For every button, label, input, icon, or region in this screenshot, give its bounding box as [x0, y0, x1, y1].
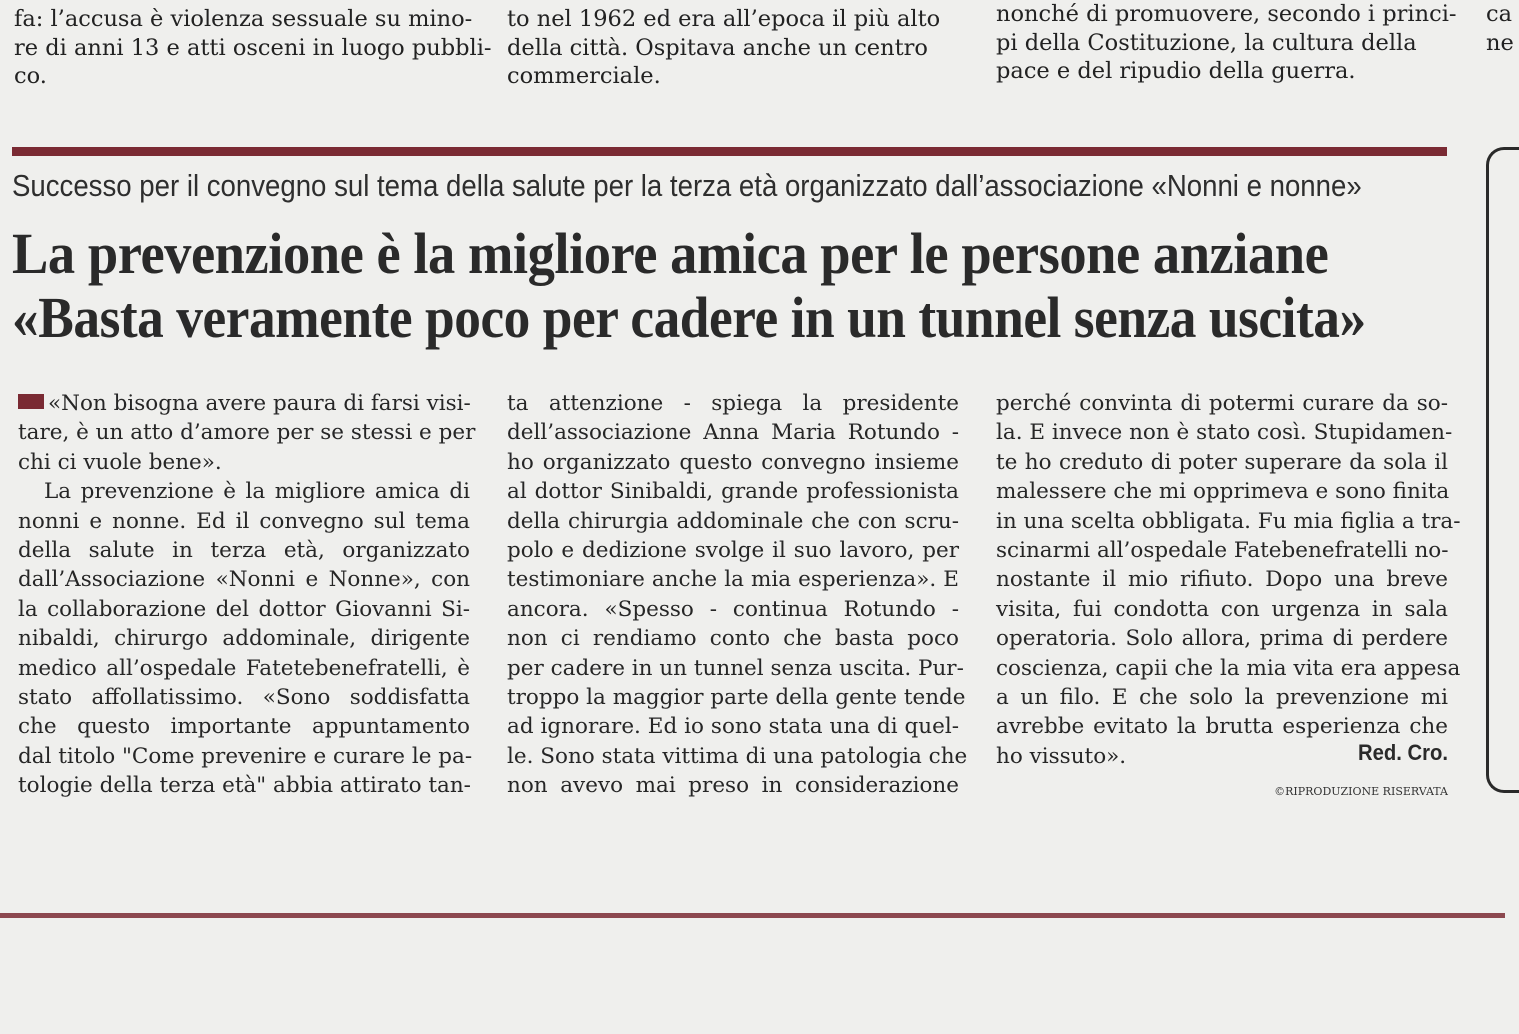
fragment-line: fa: l’accusa è violenza sessuale su mino- [14, 6, 473, 32]
body-line: chi ci vuole bene». [18, 449, 222, 475]
body-line: ho organizzato questo convegno insieme [507, 449, 959, 475]
article-headline-line-1: La prevenzione è la migliore amica per le persone anziane [12, 221, 1329, 286]
copyright-notice: ©RIPRODUZIONE RISERVATA [1274, 785, 1448, 798]
body-line: al dottor Sinibaldi, grande professionista [507, 479, 959, 505]
body-line: operatoria. Solo allora, prima di perdere [996, 626, 1448, 652]
body-line-text: «Non bisogna avere paura di farsi visi- [48, 391, 471, 416]
article-column-1 [18, 389, 476, 801]
body-line: ta attenzione - spiega la presidente [507, 391, 959, 416]
fragment-line: ne [1486, 29, 1514, 56]
previous-article-fragment-4 [1486, 0, 1514, 57]
body-line: stato affollatissimo. «Sono soddisfatta [18, 685, 470, 711]
author-signature: Red. Cro. [1358, 740, 1448, 765]
fragment-line: co. [14, 63, 47, 89]
body-line: nonni e nonne. Ed il convegno sul tema [18, 508, 470, 534]
article-column-3 [996, 389, 1461, 771]
body-line: avrebbe evitato la brutta esperienza che [996, 714, 1448, 740]
fragment-line: commerciale. [507, 63, 661, 89]
body-line: nibaldi, chirurgo addominale, dirigente [18, 626, 470, 652]
body-line: troppo la maggior parte della gente tende [507, 685, 966, 711]
body-line: perché convinta di potermi curare da so- [996, 391, 1448, 416]
body-line: scinarmi all’ospedale Fatebenefratelli no- [996, 538, 1449, 564]
body-line: te ho creduto di poter superare da sola il [996, 449, 1448, 475]
section-marker-icon [18, 394, 44, 409]
body-line: non avevo mai preso in considerazione [507, 773, 959, 799]
article-column-2 [507, 389, 968, 801]
body-line: coscienza, capii che la mia vita era appesa [996, 655, 1461, 681]
body-line: della chirurgia addominale che con scru- [507, 508, 959, 534]
fragment-line: nonché di promuovere, secondo i princi- [996, 1, 1457, 27]
body-line: La prevenzione è la migliore amica di [44, 479, 470, 505]
body-line: medico all’ospedale Fatetebenefratelli, è [18, 655, 470, 681]
section-rule-bottom [0, 913, 1505, 918]
body-line: nostante il mio rifiuto. Dopo una breve [996, 567, 1448, 593]
body-line: dall’Associazione «Nonni e Nonne», con [18, 567, 470, 593]
fragment-line: pace e del ripudio della guerra. [996, 58, 1356, 84]
fragment-line: to nel 1962 ed era all’epoca il più alto [507, 6, 941, 32]
fragment-line: ca [1486, 1, 1513, 27]
article-headline-line-2: «Basta veramente poco per cadere in un tunnel senza uscita» [12, 285, 1366, 350]
body-line: polo e dedizione svolge il suo lavoro, per [507, 538, 959, 564]
previous-article-fragment-3 [996, 0, 1457, 86]
body-line: visita, fui condotta con urgenza in sala [996, 596, 1448, 622]
body-line: della salute in terza età, organizzato [18, 538, 470, 564]
body-line: non ci rendiamo conto che basta poco [507, 626, 959, 652]
fragment-line: della città. Ospitava anche un centro [507, 34, 928, 61]
body-line: la collaborazione del dottor Giovanni Si- [18, 596, 470, 622]
body-line: ad ignorare. Ed io sono stata una di quel- [507, 714, 959, 740]
body-line: le. Sono stata vittima di una patologia che [507, 743, 968, 769]
body-line: che questo importante appuntamento [18, 714, 470, 740]
body-line: per cadere in un tunnel senza uscita. Pur- [507, 655, 964, 681]
body-line: tologie della terza età" abbia attirato tan- [18, 773, 471, 799]
adjacent-box-border [1486, 147, 1519, 793]
body-line: dell’associazione Anna Maria Rotundo - [507, 420, 959, 446]
body-line: dal titolo "Come prevenire e curare le pa- [18, 743, 473, 769]
previous-article-fragment-1 [14, 5, 492, 91]
body-line: malessere che mi opprimeva e sono finita [996, 479, 1450, 505]
fragment-line: re di anni 13 e atti osceni in luogo pubbli- [14, 34, 492, 61]
body-line: ancora. «Spesso - continua Rotundo - [507, 596, 959, 622]
body-line: tare, è un atto d’amore per se stessi e per [18, 420, 476, 446]
body-line: ho vissuto». [996, 743, 1127, 769]
body-line: a un filo. E che solo la prevenzione mi [996, 685, 1448, 711]
body-line: testimoniare anche la mia esperienza». E [507, 567, 959, 593]
body-line: la. E invece non è stato così. Stupidamen- [996, 420, 1453, 446]
fragment-line: pi della Costituzione, la cultura della [996, 29, 1417, 56]
article-kicker: Successo per il convegno sul tema della salute per la terza età organizzato dall’associazione «Nonni e nonne» [12, 168, 1362, 203]
body-line [18, 389, 470, 418]
previous-article-fragment-2 [507, 5, 940, 91]
body-line: in una scelta obbligata. Fu mia figlia a tra- [996, 508, 1461, 534]
section-rule-top [12, 147, 1447, 156]
